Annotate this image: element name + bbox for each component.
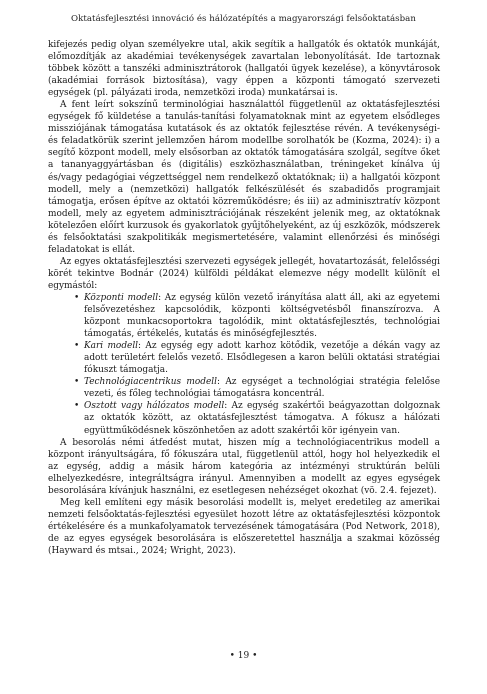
list-item-term: Kari modell bbox=[84, 341, 139, 352]
paragraph-1: kifejezés pedig olyan személyekre utal, akik segítik a hallgatók és oktatók munkáját, előmozdítják az akadémiai tevékenységek zavartalan lebonyolítását. Ide tartoznak többek között a tanszéki adminisztrátorok (hallgatói ügyek kezelése), a könyvtárosok (akadémiai források biztosítása), vagy éppen a központi támogató szervezeti egységek (pl. pályázati iroda, nemzetközi iroda) munkatársai is. bbox=[48, 40, 440, 99]
list-item-faculty-model bbox=[84, 340, 440, 376]
list-item-text: : Az egység külön vezető irányítása alatt áll, aki az egyetemi felsővezetéshez kapcsolódik, központi költségvetésből finanszírozva. A központ munkacsoportokra tagolódik, mint oktatásfejlesztés, technológiai támogatás, értékelés, kutatás és minőségfejlesztés. bbox=[84, 292, 440, 340]
list-item-text: : Az egységet a technológiai stratégia felelőse vezeti, és főleg technológiai támogatásra koncentrál. bbox=[84, 377, 440, 400]
list-item-text: : Az egység szakértői beágyazottan dolgoznak az oktatók között, az oktatásfejlesztést támogatva. A fókusz a hálózati együttműködésnek köszönhetően az adott szakértői kör igényein van. bbox=[84, 401, 440, 436]
list-item-central-model bbox=[84, 292, 440, 340]
list-item-text: : Az egység egy adott karhoz kötődik, vezetője a dékán vagy az adott területért felelős vezető. Elsődlegesen a karon belüli oktatási stratégiai fókuszt támogatja. bbox=[84, 341, 440, 376]
paragraph-4: A besorolás némi átfedést mutat, hiszen míg a technológiacentrikus modell a központ irányultságára, fő fókuszára utal, függetlenül attól, hogy hol helyezkedik el az egység, addig a másik három kategória az intézményi struktúrán belüli elhelyezkedésre, integráltságra irányul. Amennyiben a modellt az egyes egységek besorolására kívánjuk használni, ez esetlegesen nehézséget okozhat (vö. 2.4. fejezet). bbox=[48, 437, 440, 496]
running-head: Oktatásfejlesztési innováció és hálózatépítés a magyarországi felsőoktatásban bbox=[71, 14, 416, 24]
paragraph-3: Az egyes oktatásfejlesztési szervezeti egységek jellegét, hovatartozását, felelősségi körét tekintve Bodnár (2024) külföldi példákat elemezve négy modellt különít el egymástól: bbox=[48, 256, 440, 291]
list-item-network-model bbox=[84, 400, 440, 436]
paragraph-5: Meg kell említeni egy másik besorolási modellt is, melyet eredetileg az amerikai nemzeti felsőoktatás-fejlesztési egyesület hozott létre az oktatásfejlesztési központok értékelésére és a munkafolyamatok tervezésének támogatására (Pod Network, 2018), de az egyes egységek besorolására is előszeretettel használja a szakmai közösség (Hayward és mtsai., 2024; Wright, 2023). bbox=[48, 497, 440, 556]
paragraph-2: A fent leírt sokszínű terminológiai használattól függetlenül az oktatásfejlesztési egységek fő küldetése a tanulás-tanítási folyamatoknak mint az egyetem elsődleges missziójának támogatása kutatások és az oktatók fejlesztése révén. A tevékenységi- és feladatkörük szerint jellemzően három modellbe sorolhatók be (Kozma, 2024): i) a segítő központ modell, mely elsősorban az oktatók támogatására szolgál, segítve őket a tananyaggyártásban és (digitális) eszközhasználatban, tréningeket kínálva új és/vagy pedagógiai végzettséggel nem rendelkező oktatóknak; ii) a hallgatói központ modell, mely a (nemzetközi) hallgatók felkészülését és szabadidős programjait támogatja, erősen építve az oktatói közreműködésre; és iii) az adminisztratív központ modell, mely az egyetem adminisztrációjának részeként jelenik meg, az oktatóknak kötelezően előírt kurzusok és gyakorlatok gyűjtőhelyeként, az új eszközök, módszerek és felsőoktatási szakpolitikák megismertetésére, valamint ellenőrzési és minőségi feladatokat is ellát. bbox=[48, 100, 440, 255]
list-item-term: Technológiacentrikus modell bbox=[84, 377, 218, 388]
list-item-technology-model bbox=[84, 376, 440, 400]
list-item-term: Osztott vagy hálózatos modell bbox=[84, 401, 225, 412]
page-number: • 19 • bbox=[229, 651, 258, 661]
body-text bbox=[48, 39, 440, 557]
model-list bbox=[48, 292, 440, 437]
list-item-term: Központi modell bbox=[84, 292, 159, 303]
